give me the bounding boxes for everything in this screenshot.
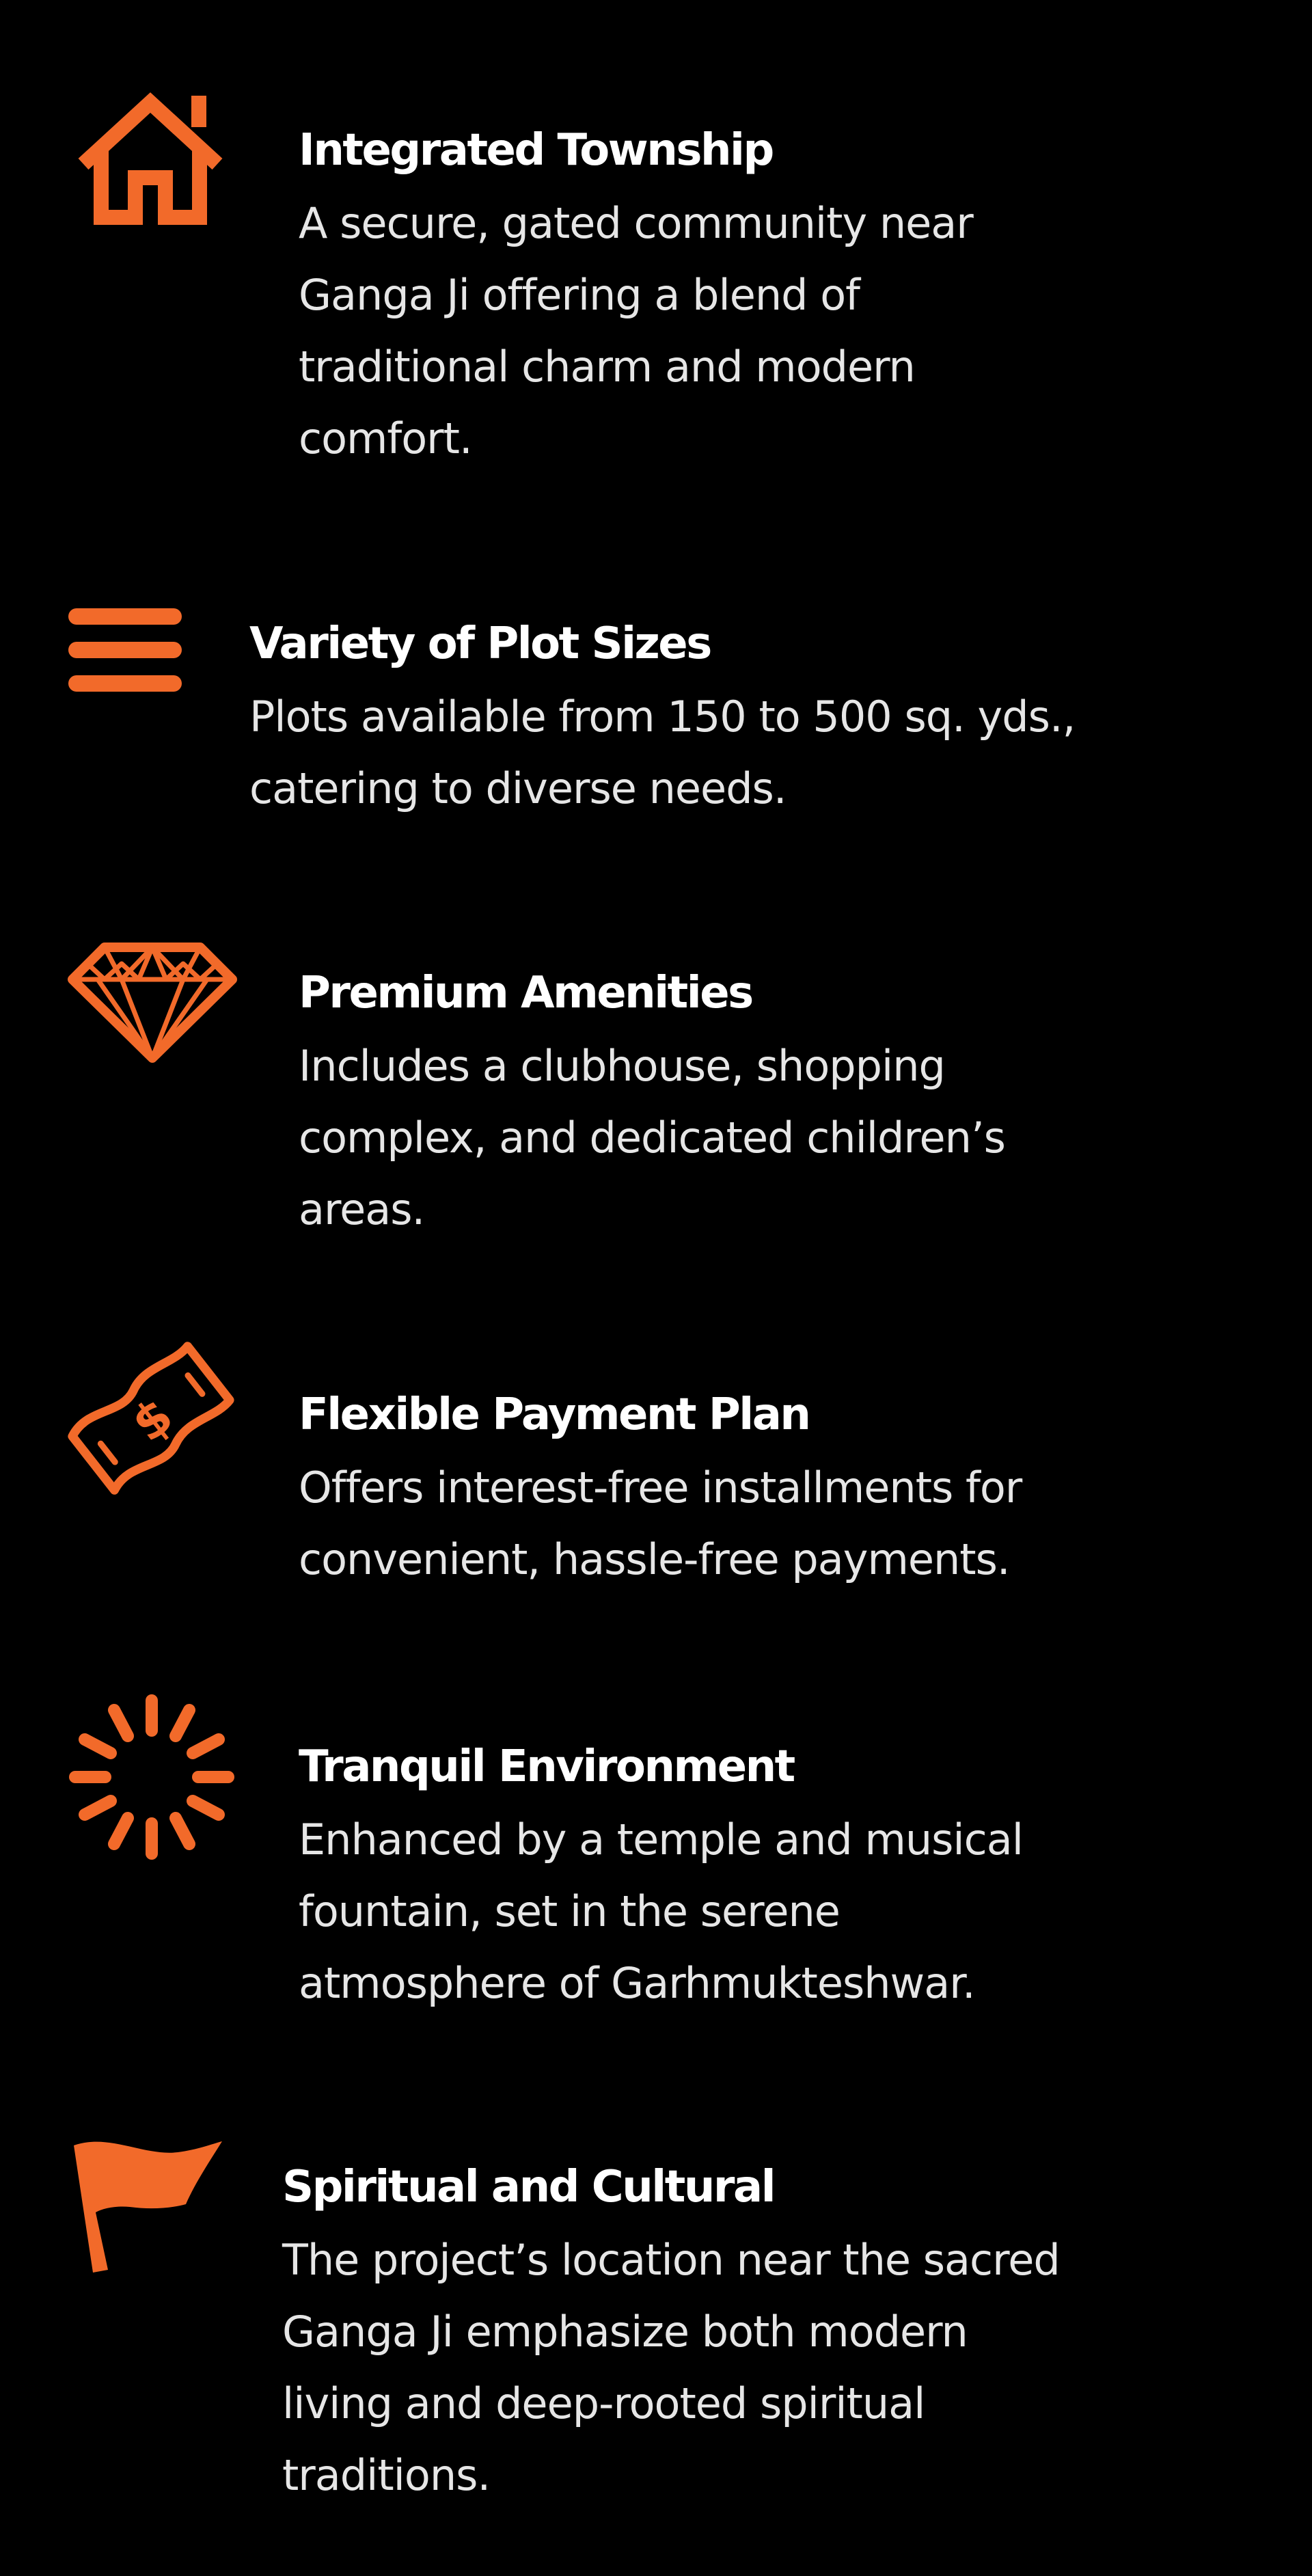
feature-title: Variety of Plot Sizes — [249, 619, 711, 669]
feature-title: Premium Amenities — [299, 968, 752, 1018]
menu-lines-icon — [67, 607, 183, 693]
feature-description: Offers interest-free installments for convenient, hassle-free payments. — [299, 1463, 1022, 1584]
feature-description: Plots available from 150 to 500 sq. yds., catering to diverse needs. — [249, 692, 1076, 813]
sun-burst-icon — [63, 1688, 241, 1866]
feature-description: Enhanced by a temple and musical fountain, set in the serene atmosphere of Garhmukteshwar. — [299, 1815, 1023, 2008]
feature-title: Flexible Payment Plan — [299, 1389, 810, 1440]
feature-description: The project’s location near the sacred Ganga Ji emphasize both modern living and deep-rooted spiritual traditions. — [282, 2235, 1060, 2500]
svg-text:$: $ — [121, 1386, 184, 1453]
feature-title: Tranquil Environment — [299, 1741, 794, 1792]
feature-title: Spiritual and Cultural — [282, 2162, 775, 2212]
home-icon — [75, 94, 226, 224]
feature-title: Integrated Township — [299, 125, 773, 176]
flag-icon — [68, 2136, 226, 2273]
feature-description: A secure, gated community near Ganga Ji offering a blend of traditional charm and modern comfort. — [299, 198, 973, 463]
money-bill-icon — [66, 1336, 236, 1500]
diamond-icon — [67, 942, 238, 1062]
feature-description: Includes a clubhouse, shopping complex, and dedicated children’s areas. — [299, 1041, 1005, 1234]
